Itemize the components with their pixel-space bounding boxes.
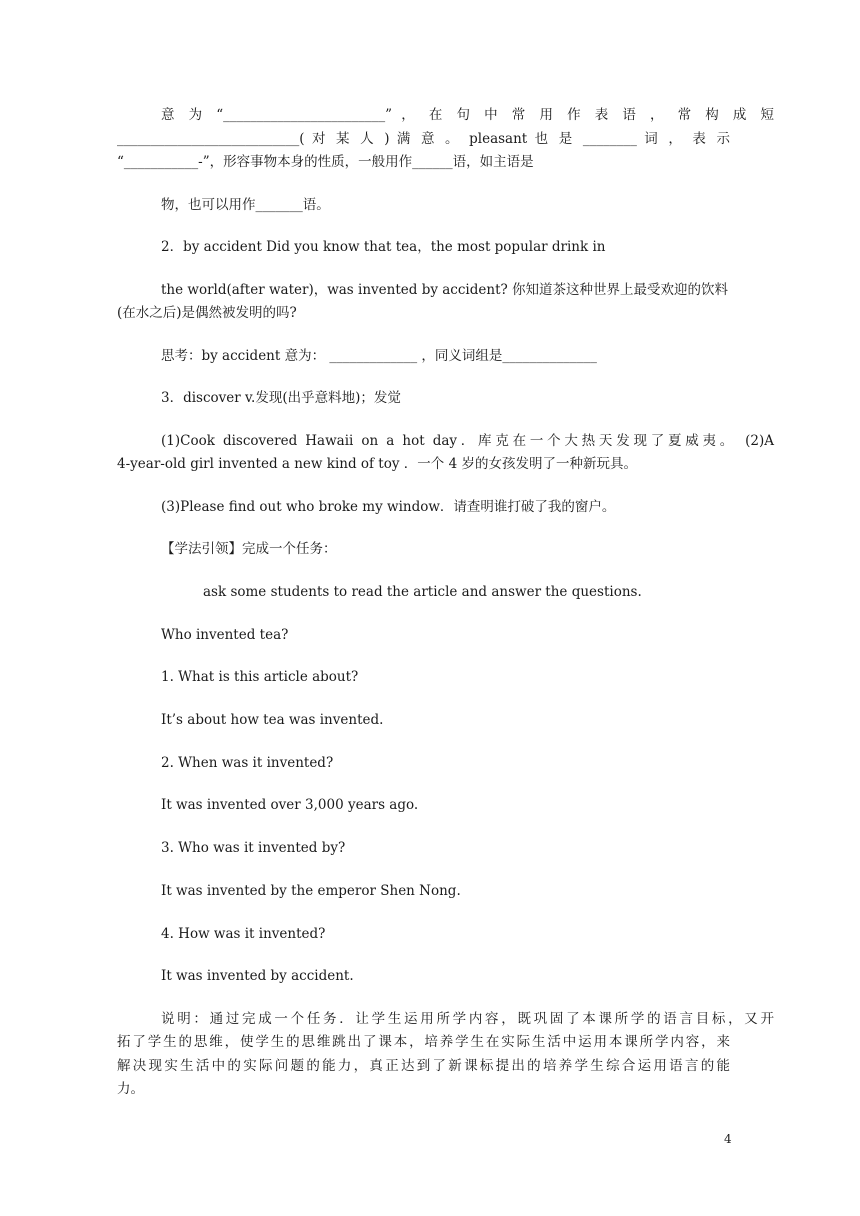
question-1: 1. What is this article about? — [161, 669, 359, 685]
text-line-4: 物，也可以用作_______语。 — [161, 197, 330, 213]
text-line-14: ask some students to read the article and answer the questions. — [203, 584, 642, 600]
text-line-5: 2．by accident Did you know that tea，the most popular drink in — [161, 239, 606, 255]
text-line-3: “___________-”，形容事物本身的性质，一般用作______语，如主语是 — [117, 154, 534, 170]
text-line-2: ___________________________( 对 某 人 ) 满 意 。 pleasant 也 是 ________ 词 ， 表 示 — [117, 131, 730, 147]
text-line-8: 思考：by accident 意为： _____________ ，同义词组是______________ — [161, 348, 597, 364]
text-line-9: 3．discover v.发现(出乎意料地)；发觉 — [161, 390, 401, 406]
question-2: 2. When was it invented? — [161, 755, 334, 771]
text-line-15: Who invented tea? — [161, 627, 289, 643]
question-3: 3. Who was it invented by? — [161, 840, 346, 856]
answer-3: It was invented by the emperor Shen Nong. — [161, 883, 461, 899]
answer-4: It was invented by accident. — [161, 968, 354, 984]
answer-2: It was invented over 3,000 years ago. — [161, 797, 419, 813]
text-line-11: 4-year-old girl invented a new kind of toy ．一个 4 岁的女孩发明了一种新玩具。 — [117, 456, 637, 472]
explanation-line-3: 解决现实生活中的实际问题的能力，真正达到了新课标提出的培养学生综合运用语言的能 — [117, 1058, 730, 1074]
answer-1: It’s about how tea was invented. — [161, 712, 384, 728]
text-line-1: 意 为 “________________________” ， 在 句 中 常 用 作 表 语 ， 常 构 成 短 — [161, 107, 774, 123]
text-line-12: (3)Please find out who broke my window．请查明谁打破了我的窗户。 — [161, 499, 616, 515]
explanation-line-1: 说明：通过完成一个任务．让学生运用所学内容，既巩固了本课所学的语言目标，又开 — [161, 1011, 774, 1027]
page-number: 4 — [724, 1132, 732, 1146]
text-line-10: (1)Cook discovered Hawaii on a hot day．库克在一个大热天发现了夏威夷。 (2)A — [161, 433, 774, 449]
question-4: 4. How was it invented? — [161, 926, 326, 942]
text-line-6: the world(after water)，was invented by accident? 你知道茶这种世界上最受欢迎的饮料 — [161, 282, 729, 298]
explanation-line-4: 力。 — [117, 1081, 144, 1097]
explanation-line-2: 拓了学生的思维，使学生的思维跳出了课本，培养学生在实际生活中运用本课所学内容，来 — [117, 1034, 730, 1050]
text-line-7: (在水之后)是偶然被发明的吗? — [117, 305, 297, 321]
section-heading: 【学法引领】完成一个任务： — [161, 541, 337, 557]
